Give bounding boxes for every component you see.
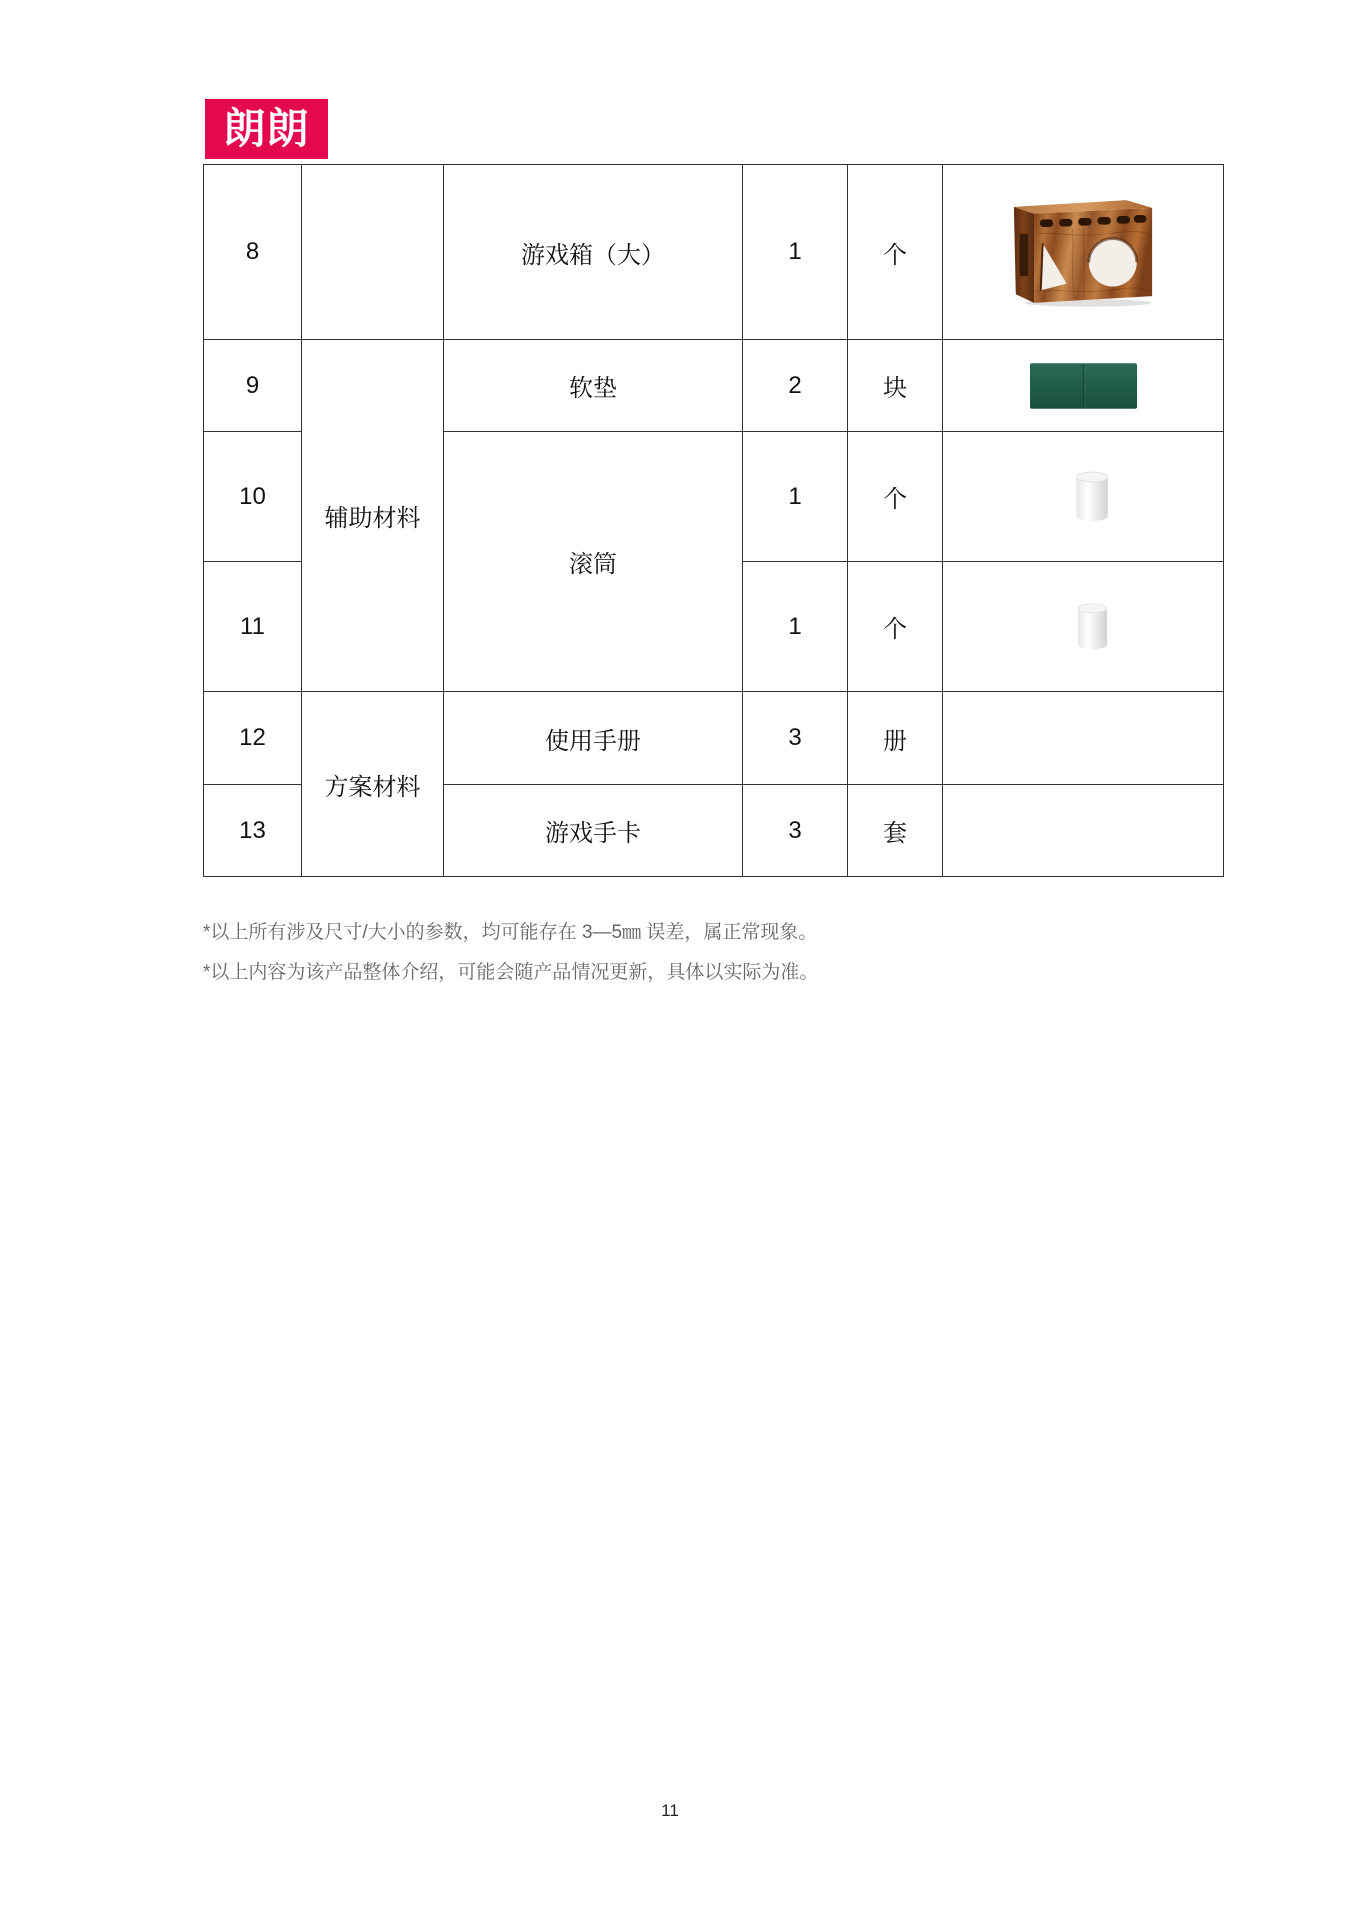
item-name-cell: 滚筒 xyxy=(444,432,743,692)
item-number-cell: 13 xyxy=(204,785,302,877)
item-name-cell: 游戏手卡 xyxy=(444,785,743,877)
unit-cell: 块 xyxy=(848,340,943,432)
footnotes xyxy=(203,913,818,993)
green-soft-mat-image xyxy=(1029,362,1138,410)
quantity-cell: 1 xyxy=(743,562,848,692)
category-cell: 辅助材料 xyxy=(302,340,444,692)
unit-cell: 册 xyxy=(848,692,943,785)
white-roller-image xyxy=(1074,470,1110,523)
item-name-cell: 软垫 xyxy=(444,340,743,432)
category-cell xyxy=(302,165,444,340)
item-number-cell: 10 xyxy=(204,432,302,562)
quantity-cell: 3 xyxy=(743,692,848,785)
table-row xyxy=(204,165,1224,340)
quantity-cell: 1 xyxy=(743,432,848,562)
image-cell xyxy=(943,340,1224,432)
brand-logo: 朗朗 xyxy=(205,99,328,159)
item-number-cell: 9 xyxy=(204,340,302,432)
unit-cell: 个 xyxy=(848,562,943,692)
unit-cell: 个 xyxy=(848,432,943,562)
quantity-cell: 3 xyxy=(743,785,848,877)
quantity-cell: 2 xyxy=(743,340,848,432)
white-roller-image xyxy=(1076,602,1109,651)
item-number-cell: 11 xyxy=(204,562,302,692)
footnote-content-update: *以上内容为该产品整体介绍，可能会随产品情况更新，具体以实际为准。 xyxy=(203,962,819,983)
image-cell xyxy=(943,692,1224,785)
image-cell xyxy=(943,785,1224,877)
item-name-cell: 游戏箱（大） xyxy=(444,165,743,340)
quantity-cell: 1 xyxy=(743,165,848,340)
unit-cell: 套 xyxy=(848,785,943,877)
page-number: 11 xyxy=(661,1801,679,1820)
table-row xyxy=(204,692,1224,785)
item-name-cell: 使用手册 xyxy=(444,692,743,785)
category-cell: 方案材料 xyxy=(302,692,444,877)
unit-cell: 个 xyxy=(848,165,943,340)
footnote-dimension-tolerance: *以上所有涉及尺寸/大小的参数，均可能存在 3—5㎜ 误差，属正常现象。 xyxy=(203,922,818,943)
item-number-cell: 8 xyxy=(204,165,302,340)
image-cell xyxy=(943,432,1224,562)
table-row xyxy=(204,340,1224,432)
image-cell xyxy=(943,165,1224,340)
image-cell xyxy=(943,562,1224,692)
product-components-table xyxy=(203,164,1224,877)
item-number-cell: 12 xyxy=(204,692,302,785)
wooden-game-box-image xyxy=(1011,195,1155,309)
